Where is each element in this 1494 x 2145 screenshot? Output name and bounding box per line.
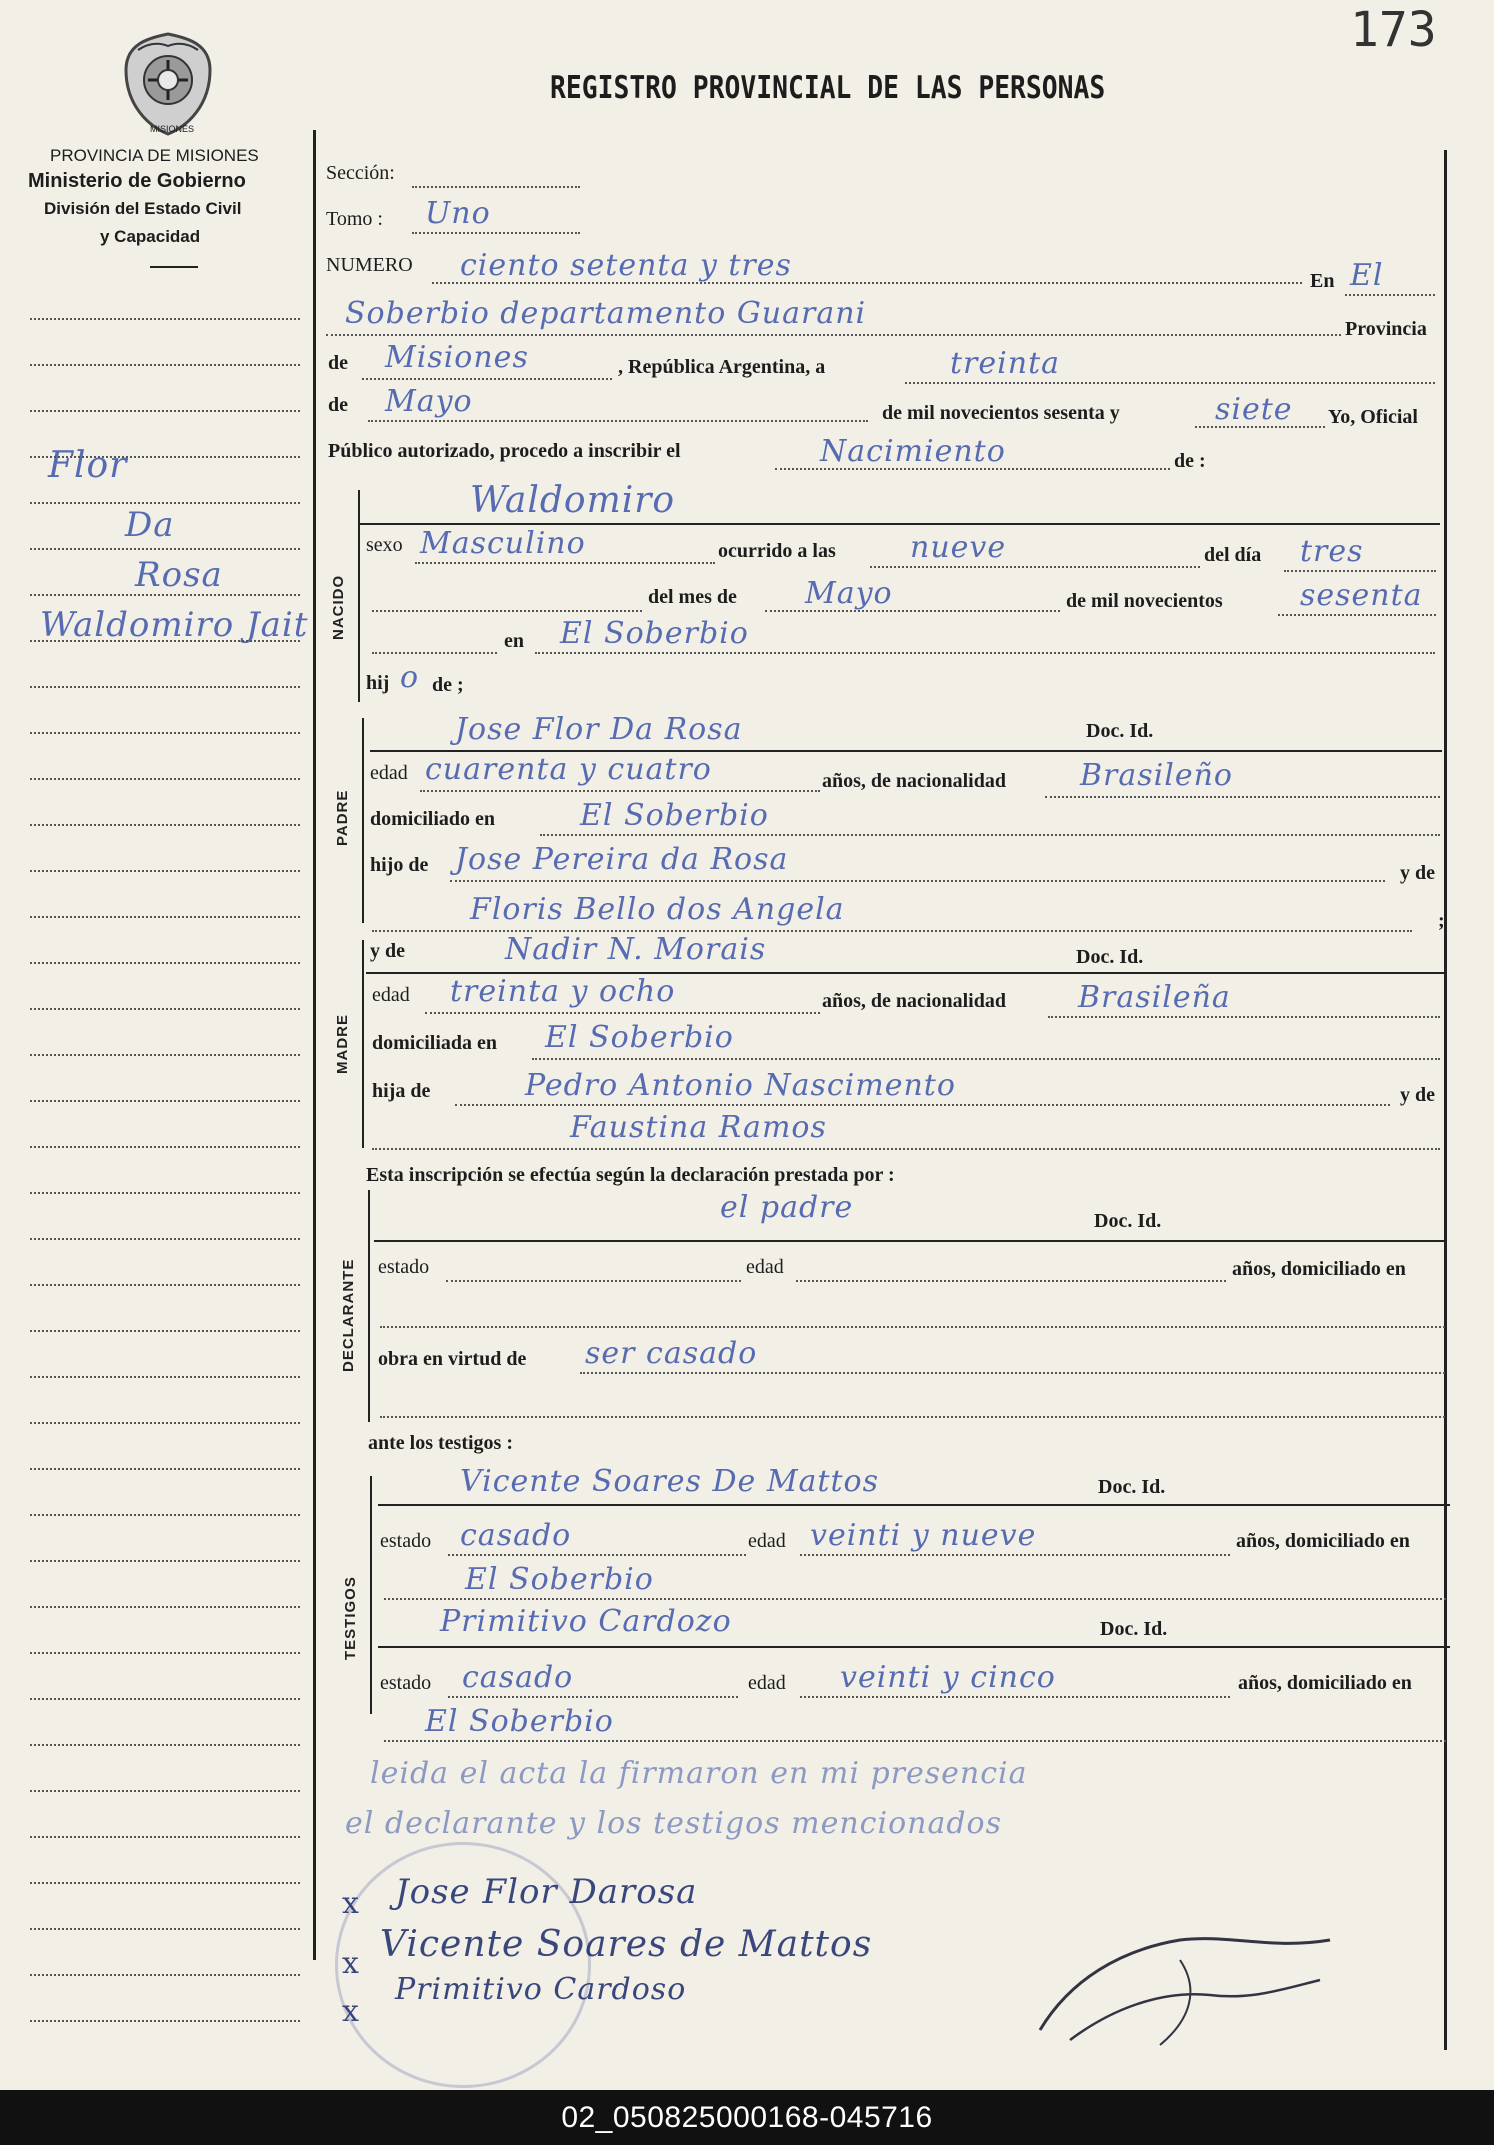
hij-label: hij	[366, 672, 390, 694]
madre-edad-label: edad	[372, 984, 410, 1006]
anio-field	[1278, 614, 1436, 616]
pre-lugar-field	[372, 652, 497, 654]
en-value: El	[1350, 258, 1384, 293]
year-value: siete	[1215, 392, 1293, 427]
de-colon-label: de :	[1174, 450, 1206, 472]
tomo-field	[412, 232, 580, 234]
declarante-label: DECLARANTE	[340, 1258, 357, 1372]
padre-edad-field	[420, 790, 820, 792]
margin-rule-line	[30, 1836, 300, 1838]
madre-dom-field	[532, 1058, 1440, 1060]
testigo2-estado-label: estado	[380, 1672, 432, 1694]
inscripcion-label: Esta inscripción se efectúa según la declaración prestada por :	[366, 1164, 895, 1186]
nacido-label: NACIDO	[330, 574, 347, 640]
pre-mes-field	[372, 610, 642, 612]
declarante-name: el padre	[720, 1190, 854, 1225]
ministry-label: Ministerio de Gobierno	[28, 170, 246, 192]
mes-value: Mayo	[805, 576, 893, 611]
right-border	[1444, 150, 1447, 2050]
del-dia-label: del día	[1204, 544, 1262, 566]
madre-hija-de-label: hija de	[372, 1080, 431, 1102]
nacido-bracket	[358, 490, 360, 702]
tomo-label: Tomo :	[326, 208, 383, 230]
margin-rule-line	[30, 1054, 300, 1056]
declarante-dom-field	[380, 1326, 1445, 1328]
margin-note-line3: Rosa	[135, 555, 223, 595]
obra-value: ser casado	[585, 1336, 758, 1371]
publico-label: Público autorizado, procedo a inscribir el	[328, 440, 681, 462]
lugar-field	[535, 652, 1435, 654]
madre-nac-value: Brasileña	[1078, 980, 1231, 1015]
declarante-anos-dom-label: años, domiciliado en	[1232, 1258, 1406, 1280]
margin-rule-line	[30, 686, 300, 688]
dia-field	[1284, 570, 1436, 572]
madre-bracket	[362, 940, 364, 1148]
de-value: Misiones	[385, 340, 529, 375]
margin-rule-line	[30, 1468, 300, 1470]
padre-domiciliado-label: domiciliado en	[370, 808, 496, 830]
en-lugar-label: en	[504, 630, 524, 652]
province-label: PROVINCIA DE MISIONES	[50, 146, 259, 165]
padre-bracket	[362, 718, 364, 923]
signature-x-2: x	[342, 1946, 360, 1981]
yo-oficial-label: Yo, Oficial	[1328, 406, 1418, 428]
testigo1-name: Vicente Soares De Mattos	[460, 1464, 879, 1499]
margin-rule-line	[30, 456, 300, 458]
division-label: División del Estado Civil	[44, 199, 242, 218]
madre-padre-field	[455, 1104, 1390, 1106]
padre-anos-nac-label: años, de nacionalidad	[822, 770, 1006, 792]
testigo1-anos-dom-label: años, domiciliado en	[1236, 1530, 1410, 1552]
margin-rule-line	[30, 1698, 300, 1700]
anio-value: sesenta	[1300, 578, 1423, 613]
declarante-edad-field	[796, 1280, 1226, 1282]
testigo2-name: Primitivo Cardozo	[440, 1604, 732, 1639]
numero-value: ciento setenta y tres	[460, 248, 792, 283]
signature-2: Vicente Soares de Mattos	[380, 1924, 873, 1965]
padre-edad-value: cuarenta y cuatro	[425, 752, 712, 787]
division-label-2: y Capacidad	[100, 227, 201, 246]
padre-y-de-label: y de	[1400, 862, 1435, 884]
place-field	[326, 334, 1341, 336]
testigo2-dom-field	[384, 1740, 1446, 1742]
madre-domiciliada-label: domiciliada en	[372, 1032, 498, 1054]
madre-doc-label: Doc. Id.	[1076, 946, 1144, 968]
signature-3: Primitivo Cardoso	[395, 1972, 687, 2007]
dia-value: tres	[1300, 534, 1364, 569]
margin-note-line2: Da	[125, 505, 175, 545]
lugar-value: El Soberbio	[560, 616, 749, 651]
madre-anos-nac-label: años, de nacionalidad	[822, 990, 1006, 1012]
page-number: 173	[1350, 2, 1437, 58]
padre-edad-label: edad	[370, 762, 408, 784]
padre-name: Jose Flor Da Rosa	[455, 712, 743, 747]
margin-rule-line	[30, 1606, 300, 1608]
header-divider	[150, 266, 198, 268]
margin-note-line4: Waldomiro Jait	[40, 605, 309, 645]
margin-rule-line	[30, 1192, 300, 1194]
testigo2-edad-value: veinti y cinco	[840, 1660, 1056, 1695]
en-label: En	[1310, 270, 1335, 292]
margin-rule-line	[30, 1008, 300, 1010]
padre-padre-field	[450, 880, 1385, 882]
padre-semicolon: ;	[1438, 910, 1445, 932]
margin-rule-line	[30, 1974, 300, 1976]
padre-nac-value: Brasileño	[1080, 758, 1233, 793]
ocurrido-label: ocurrido a las	[718, 540, 836, 562]
testigo2-dom-value: El Soberbio	[425, 1704, 614, 1739]
testigo2-estado-value: casado	[462, 1660, 574, 1695]
margin-rule-line	[30, 916, 300, 918]
margin-rule-line	[30, 2020, 300, 2022]
en-field	[1345, 294, 1435, 296]
madre-padre-value: Pedro Antonio Nascimento	[525, 1068, 956, 1103]
seccion-field	[412, 186, 580, 188]
madre-y-de-label-2: y de	[1400, 1084, 1435, 1106]
obra-field-2	[380, 1416, 1445, 1418]
signature-x-3: x	[342, 1994, 360, 2029]
testigo1-edad-label: edad	[748, 1530, 786, 1552]
margin-rule-line	[30, 548, 300, 550]
margin-rule-line	[30, 778, 300, 780]
de-label: de	[328, 352, 348, 374]
signature-1: Jose Flor Darosa	[395, 1872, 698, 1912]
margin-rule-line	[30, 1422, 300, 1424]
obra-label: obra en virtud de	[378, 1348, 527, 1370]
margin-rule-line	[30, 1100, 300, 1102]
testigo2-doc-label: Doc. Id.	[1100, 1618, 1168, 1640]
testigos-label: TESTIGOS	[342, 1576, 359, 1660]
testigo2-underline	[378, 1646, 1450, 1648]
document-title: REGISTRO PROVINCIAL DE LAS PERSONAS	[550, 70, 1106, 106]
month-label: de	[328, 394, 348, 416]
padre-padre-value: Jose Pereira da Rosa	[455, 842, 789, 877]
margin-rule-line	[30, 364, 300, 366]
seal-text: MISIONES	[150, 124, 195, 134]
declarante-estado-label: estado	[378, 1256, 430, 1278]
testigo1-dom-field	[384, 1598, 1446, 1600]
margin-rule-line	[30, 962, 300, 964]
margin-rule-line	[30, 1376, 300, 1378]
margin-rule-line	[30, 1560, 300, 1562]
testigos-bracket	[370, 1476, 372, 1714]
mil-label: de mil novecientos	[1066, 590, 1223, 612]
testigo1-doc-label: Doc. Id.	[1098, 1476, 1166, 1498]
padre-dom-value: El Soberbio	[580, 798, 769, 833]
padre-nac-field	[1045, 796, 1440, 798]
month-field	[368, 420, 868, 422]
year-label: de mil novecientos sesenta y	[882, 402, 1120, 424]
madre-madre-value: Faustina Ramos	[570, 1110, 827, 1145]
testigo1-estado-field	[448, 1554, 746, 1556]
madre-madre-field	[372, 1148, 1440, 1150]
margin-rule-line	[30, 1928, 300, 1930]
month-value: Mayo	[385, 384, 473, 419]
acto-value: Nacimiento	[820, 434, 1006, 469]
margin-rule-line	[30, 1790, 300, 1792]
margin-rule-line	[30, 870, 300, 872]
madre-edad-field	[425, 1012, 820, 1014]
madre-nac-field	[1048, 1016, 1440, 1018]
madre-label: MADRE	[334, 1014, 351, 1074]
del-mes-label: del mes de	[648, 586, 737, 608]
padre-doc-label: Doc. Id.	[1086, 720, 1154, 742]
margin-note-line1: Flor	[48, 445, 128, 486]
testigo2-anos-dom-label: años, domiciliado en	[1238, 1672, 1412, 1694]
padre-hijo-de-label: hijo de	[370, 854, 429, 876]
hora-value: nueve	[910, 530, 1007, 565]
declarante-estado-field	[446, 1280, 741, 1282]
margin-rule-line	[30, 1284, 300, 1286]
testigos-intro-label: ante los testigos :	[368, 1432, 513, 1454]
margin-rule-line	[30, 824, 300, 826]
declarante-edad-label: edad	[746, 1256, 784, 1278]
margin-rule-line	[30, 1330, 300, 1332]
numero-label: NUMERO	[326, 254, 413, 276]
closing-line-2: el declarante y los testigos mencionados	[345, 1806, 1002, 1841]
file-id-bar	[0, 2090, 1494, 2145]
sexo-value: Masculino	[420, 526, 586, 561]
testigo2-edad-field	[800, 1696, 1230, 1698]
hij-value: o	[400, 660, 420, 695]
testigo2-edad-label: edad	[748, 1672, 786, 1694]
testigo1-edad-value: veinti y nueve	[810, 1518, 1037, 1553]
testigo2-estado-field	[448, 1696, 738, 1698]
margin-rule-line	[30, 1882, 300, 1884]
de-field	[362, 378, 612, 380]
tomo-value: Uno	[425, 196, 491, 231]
margin-rule-line	[30, 1652, 300, 1654]
margin-rule-line	[30, 732, 300, 734]
margin-rule-line	[30, 1146, 300, 1148]
padre-label: PADRE	[334, 789, 351, 846]
margin-rule-line	[30, 410, 300, 412]
sexo-field	[415, 562, 715, 564]
place-value: Soberbio departamento Guarani	[345, 296, 867, 331]
margin-rule-line	[30, 640, 300, 642]
declarante-bracket	[368, 1190, 370, 1422]
madre-dom-value: El Soberbio	[545, 1020, 734, 1055]
file-id: 02_050825000168-045716	[561, 2100, 933, 2134]
de-semicolon-label: de ;	[432, 674, 464, 696]
seccion-label: Sección:	[326, 162, 395, 184]
margin-rule-line	[30, 502, 300, 504]
obra-field	[580, 1372, 1445, 1374]
padre-dom-field	[540, 834, 1440, 836]
closing-line-1: leida el acta la firmaron en mi presencia	[370, 1756, 1028, 1791]
day-field	[905, 382, 1435, 384]
provincia-label: Provincia	[1345, 318, 1427, 340]
name-underline	[360, 523, 1440, 525]
declarante-doc-label: Doc. Id.	[1094, 1210, 1162, 1232]
sexo-label: sexo	[366, 534, 403, 556]
padre-madre-value: Floris Bello dos Angela	[470, 892, 845, 927]
left-border	[313, 130, 316, 1960]
day-value: treinta	[950, 346, 1061, 381]
testigo1-estado-value: casado	[460, 1518, 572, 1553]
testigo1-estado-label: estado	[380, 1530, 432, 1552]
margin-rule-line	[30, 318, 300, 320]
signature-x-1: x	[342, 1886, 360, 1921]
margin-rule-line	[30, 594, 300, 596]
margin-rule-line	[30, 1238, 300, 1240]
testigo1-dom-value: El Soberbio	[465, 1562, 654, 1597]
officer-signature	[1030, 1920, 1350, 2060]
testigo1-underline	[378, 1504, 1450, 1506]
margin-rule-line	[30, 1514, 300, 1516]
testigo1-edad-field	[800, 1554, 1230, 1556]
republica-label: , República Argentina, a	[618, 356, 826, 378]
madre-y-de-label: y de	[370, 940, 405, 962]
madre-edad-value: treinta y ocho	[450, 974, 676, 1009]
madre-name: Nadir N. Morais	[505, 932, 767, 967]
declarante-underline	[374, 1240, 1446, 1242]
margin-rule-line	[30, 1744, 300, 1746]
hora-field	[870, 566, 1200, 568]
inscribed-name: Waldomiro	[470, 480, 676, 521]
